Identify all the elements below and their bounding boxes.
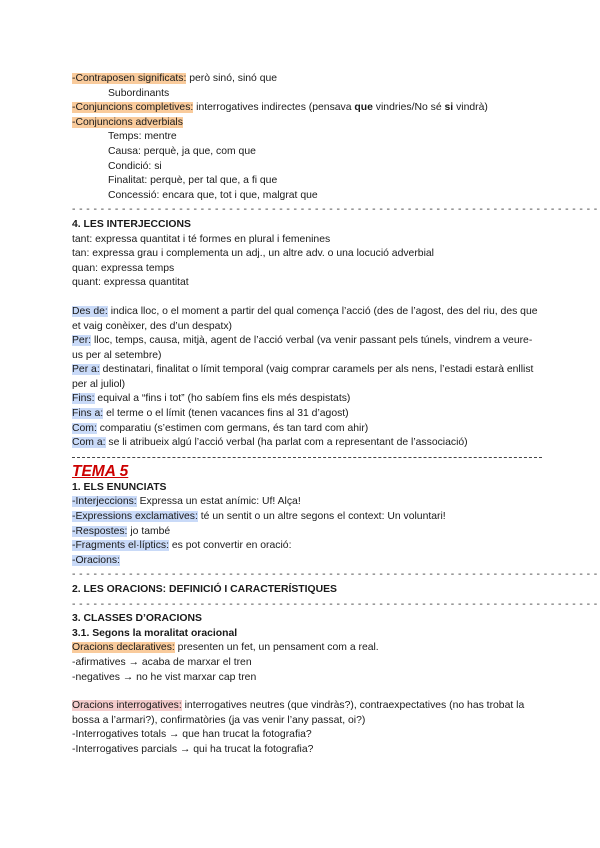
fins-line xyxy=(72,392,542,407)
modalitat-title: 3.1. Segons la moralitat oracional xyxy=(72,627,238,639)
quan-line: quan: expressa temps xyxy=(72,262,175,274)
coma-label: Com a: xyxy=(72,437,106,449)
completives-text-mid: vindries/No sé xyxy=(372,102,445,114)
desde-paragraph xyxy=(72,305,542,334)
desde-label: Des de: xyxy=(72,305,108,317)
finalitat-line: Finalitat: perquè, per tal que, a fi que xyxy=(108,175,278,187)
classes-title: 3. CLASSES D’ORACIONS xyxy=(72,613,202,625)
causa-line: Causa: perquè, ja que, com que xyxy=(108,145,256,157)
contraposen-label: -Contraposen significats: xyxy=(72,73,187,84)
completives-label: -Conjuncions completives: xyxy=(72,102,194,114)
finsa-label: Fins a: xyxy=(72,408,104,420)
contraposen-line xyxy=(72,72,542,87)
exclamatives-text: té un sentit o un altre segons el context: Un voluntari! xyxy=(197,511,446,523)
concessio-line: Concessió: encara que, tot i que, malgrat que xyxy=(108,189,318,201)
totals-line: -Interrogatives totals → que han trucat la fotografia? xyxy=(72,729,312,741)
fins-text: equival a “fins i tot” (ho sabíem fins els més despistats) xyxy=(94,393,351,405)
interjeccions-label: -Interjeccions: xyxy=(72,496,137,508)
pera-paragraph xyxy=(72,363,542,392)
per-text: lloc, temps, causa, mitjà, agent de l’acció verbal (va venir passant pels túnels, vindrem a veure-us per al setembre) xyxy=(72,335,533,361)
tema5-title: TEMA 5 xyxy=(72,462,129,480)
temps-line: Temps: mentre xyxy=(108,131,177,143)
oracions-item xyxy=(72,554,542,569)
contraposen-text: però sinó, sinó que xyxy=(186,73,278,84)
condicio-line: Condició: si xyxy=(108,160,162,172)
interjeccions-item xyxy=(72,495,542,510)
per-paragraph xyxy=(72,334,542,363)
completives-text-pre: interrogatives indirectes (pensava xyxy=(193,102,355,114)
tant-line: tant: expressa quantitat i té formes en plural i femenines xyxy=(72,233,331,245)
completives-que: que xyxy=(354,102,373,114)
afirmatives-line: -afirmatives → acaba de marxar el tren xyxy=(72,656,252,668)
dashed-separator: - - - - - - - - - - - - - - - - - - - - - - - - - - - - - - - - - - - - - - - - - - - - - - - - - - - - - - - - - - - - - - - - - - - - - - - - - - xyxy=(72,569,598,581)
parcials-line: -Interrogatives parcials → qui ha trucat la fotografia? xyxy=(72,743,314,755)
completives-text-post: vindrà) xyxy=(453,102,488,114)
fragments-label: -Fragments el·líptics: xyxy=(72,540,170,552)
fragments-text: es pot convertir en oració: xyxy=(169,540,292,552)
enunciats-title: 1. ELS ENUNCIATS xyxy=(72,481,167,493)
oracions-definicio-title: 2. LES ORACIONS: DEFINICIÓ I CARACTERÍSTIQUES xyxy=(72,584,337,595)
interjeccions-title: 4. LES INTERJECCIONS xyxy=(72,218,191,230)
fragments-item xyxy=(72,539,542,554)
declaratives-text: presenten un fet, un pensament com a real. xyxy=(174,642,379,654)
declaratives-line xyxy=(72,641,542,656)
interrogatives-label: Oracions interrogatives: xyxy=(72,700,182,712)
subordinants-line: Subordinants xyxy=(108,87,170,99)
spacer xyxy=(72,685,542,699)
coma-line xyxy=(72,436,542,451)
finsa-text: el terme o el límit (tenen vacances fins al 31 d’agost) xyxy=(103,408,349,420)
interrogatives-text: interrogatives neutres (que vindràs?), contraexpectatives (no has trobat la bossa a l’armari?), confirmatòries (ja vas venir l’any passat, oi?) xyxy=(72,700,525,726)
dashed-rule xyxy=(72,457,542,458)
respostes-label: -Respostes: xyxy=(72,525,128,537)
interjeccions-text: Expressa un estat anímic: Uf! Alça! xyxy=(136,496,301,508)
per-label: Per: xyxy=(72,335,92,347)
desde-text: indica lloc, o el moment a partir del qual comença l’acció (des de l’agost, des del riu, des que et vaig conèixer, des d’un despatx) xyxy=(72,305,538,332)
quant-line: quant: expressa quantitat xyxy=(72,277,189,289)
negatives-line: -negatives → no he vist marxar cap tren xyxy=(72,671,257,683)
spacer xyxy=(72,291,542,305)
adverbials-line xyxy=(72,116,542,131)
oracions-label: -Oracions: xyxy=(72,554,120,566)
respostes-item xyxy=(72,525,542,540)
finsa-line xyxy=(72,407,542,422)
exclamatives-item xyxy=(72,510,542,525)
adverbials-label: -Conjuncions adverbials xyxy=(72,116,183,128)
document-content xyxy=(72,72,598,758)
pera-label: Per a: xyxy=(72,364,100,376)
coma-text: se li atribueix algú l’acció verbal (ha parlat com a representant de l’associació) xyxy=(105,437,468,449)
interrogatives-paragraph xyxy=(72,699,542,728)
tan-line: tan: expressa grau i complementa un adj., un altre adv. o una locució adverbial xyxy=(72,248,434,260)
com-line xyxy=(72,422,542,437)
exclamatives-label: -Expressions exclamatives: xyxy=(72,511,198,523)
respostes-text: jo també xyxy=(127,525,171,537)
fins-label: Fins: xyxy=(72,393,95,405)
com-label: Com: xyxy=(72,422,97,434)
completives-si: si xyxy=(444,102,454,114)
dashed-separator: - - - - - - - - - - - - - - - - - - - - - - - - - - - - - - - - - - - - - - - - - - - - - - - - - - - - - - - - - - - - - - - - - - - - - - - - - - xyxy=(72,598,598,610)
completives-line xyxy=(72,101,542,116)
declaratives-label: Oracions declaratives: xyxy=(72,642,175,654)
pera-text: destinatari, finalitat o límit temporal (vaig comprar caramels per als nens, l’estadi estarà enllist per al juliol) xyxy=(72,364,534,390)
com-text: comparatiu (s’estimen com germans, és tan tard com ahir) xyxy=(96,422,369,434)
dashed-separator: - - - - - - - - - - - - - - - - - - - - - - - - - - - - - - - - - - - - - - - - - - - - - - - - - - - - - - - - - - - - - - - - - - - - - - - - - - xyxy=(72,204,598,216)
